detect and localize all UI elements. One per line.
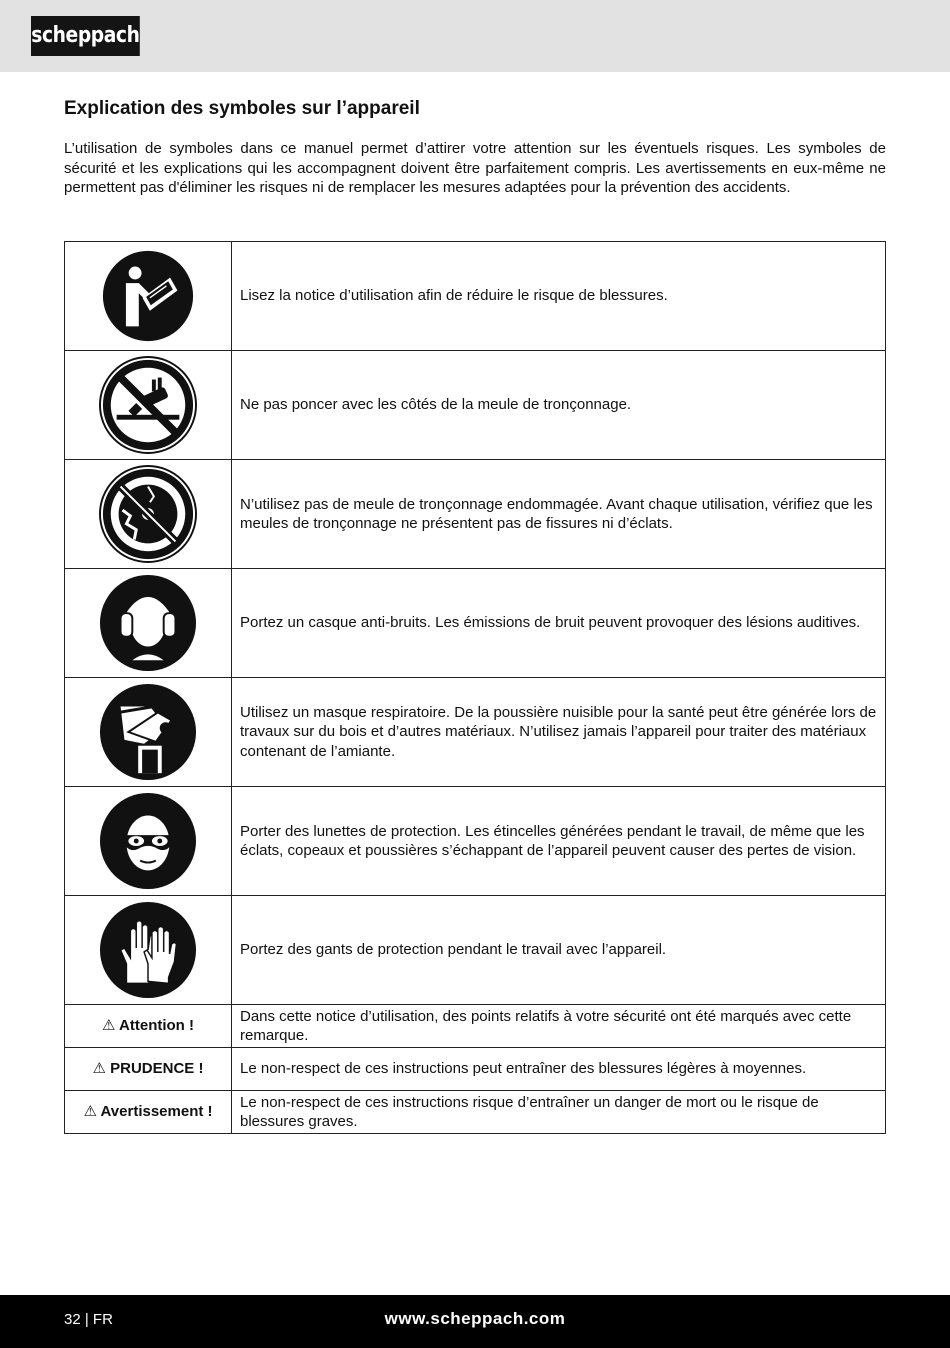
signal-word-text: Le non-respect de ces instructions risque d’entraîner un danger de mort ou le risque de blessures graves. <box>232 1091 886 1134</box>
signal-word-avertissement: ⚠ Avertissement ! <box>65 1091 232 1134</box>
section-title: Explication des symboles sur l’appareil <box>64 98 420 119</box>
table-row <box>65 678 886 787</box>
table-row <box>65 1091 886 1134</box>
icon-cell <box>65 787 232 896</box>
icon-cell <box>65 351 232 460</box>
signal-word-prudence: ⚠ PRUDENCE ! <box>65 1048 232 1091</box>
icon-cell <box>65 460 232 569</box>
symbol-text: Porter des lunettes de protection. Les étincelles générées pendant le travail, de même que les éclats, copeaux et poussières s’échappant de l’appareil peuvent causer des pertes de vision. <box>232 787 886 896</box>
damaged-disc-icon <box>99 465 197 563</box>
symbol-text: Portez des gants de protection pendant le travail avec l’appareil. <box>232 896 886 1005</box>
respirator-icon <box>99 683 197 781</box>
signal-word-attention: ⚠ Attention ! <box>65 1005 232 1048</box>
website-link[interactable]: www.scheppach.com <box>384 1309 566 1328</box>
symbol-text: Ne pas poncer avec les côtés de la meule de tronçonnage. <box>232 351 886 460</box>
table-row <box>65 460 886 569</box>
symbol-text: Portez un casque anti-bruits. Les émissions de bruit peuvent provoquer des lésions auditives. <box>232 569 886 678</box>
eye-protection-icon <box>99 792 197 890</box>
symbols-table <box>64 241 886 1134</box>
table-row <box>65 896 886 1005</box>
symbol-text: Lisez la notice d’utilisation afin de réduire le risque de blessures. <box>232 242 886 351</box>
symbol-text: Utilisez un masque respiratoire. De la poussière nuisible pour la santé peut être générée lors de travaux sur du bois et d’autres matériaux. N’utilisez jamais l’appareil pour traiter des matériaux contenant de l’amiante. <box>232 678 886 787</box>
page-number: 32 | FR <box>64 1311 113 1328</box>
signal-word-text: Le non-respect de ces instructions peut entraîner des blessures légères à moyennes. <box>232 1048 886 1091</box>
page-header <box>0 0 950 72</box>
symbol-text: N’utilisez pas de meule de tronçonnage endommagée. Avant chaque utilisation, vérifiez que les meules de tronçonnage ne présentent pas de fissures ni d’éclats. <box>232 460 886 569</box>
table-row <box>65 1048 886 1091</box>
signal-word-text: Dans cette notice d’utilisation, des points relatifs à votre sécurité ont été marqués avec cette remarque. <box>232 1005 886 1048</box>
table-row <box>65 1005 886 1048</box>
table-row <box>65 351 886 460</box>
icon-cell <box>65 242 232 351</box>
icon-cell <box>65 678 232 787</box>
no-side-grinding-icon <box>99 356 197 454</box>
table-row <box>65 242 886 351</box>
page-footer <box>0 1295 950 1348</box>
gloves-icon <box>99 901 197 999</box>
table-row <box>65 787 886 896</box>
ear-protection-icon <box>99 574 197 672</box>
icon-cell <box>65 569 232 678</box>
section-intro: L’utilisation de symboles dans ce manuel permet d’attirer votre attention sur les éventuels risques. Les symboles de sécurité et les explications qui les accompagnent doivent être parfaitement compris. Les avertissements en eux-même ne permettent pas d'éliminer les risques ni de remplacer les mesures adaptées pour la prévention des accidents. <box>64 140 886 196</box>
scheppach-logo: scheppach <box>31 16 140 56</box>
icon-cell <box>65 896 232 1005</box>
table-row <box>65 569 886 678</box>
read-manual-icon <box>102 250 194 342</box>
